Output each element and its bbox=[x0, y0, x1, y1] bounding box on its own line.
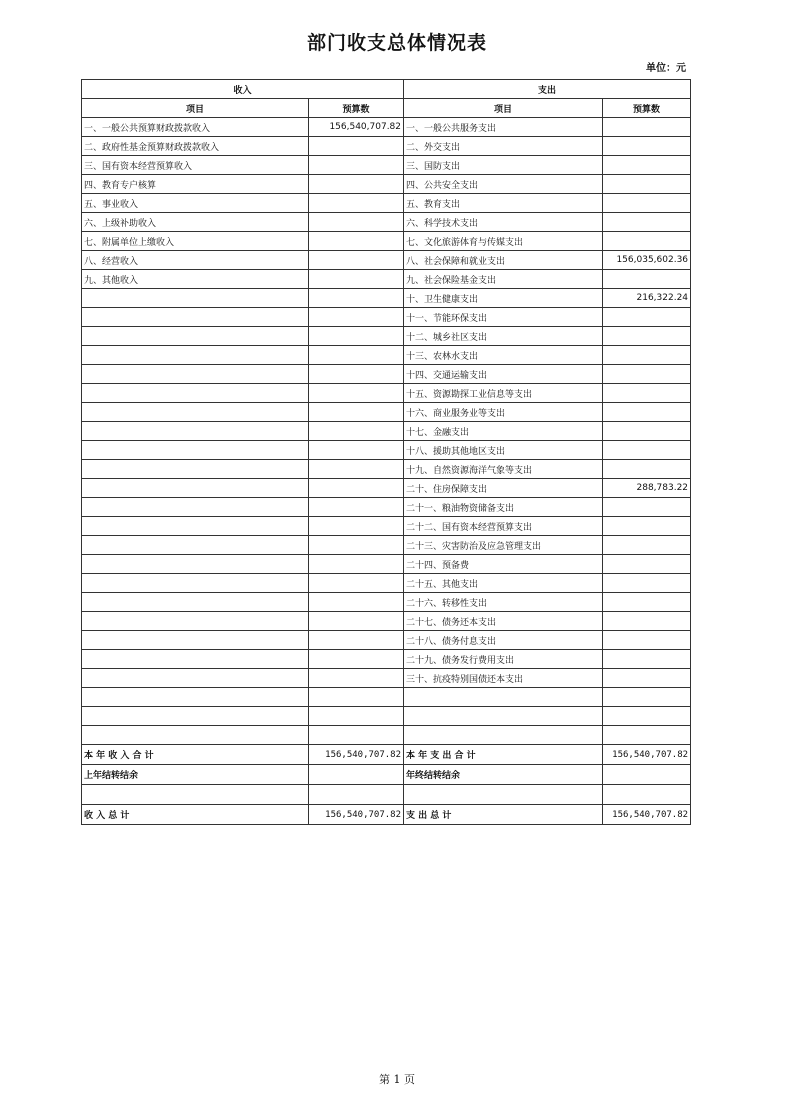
income-header: 收入 bbox=[82, 80, 404, 99]
table-row bbox=[82, 365, 691, 384]
expense-item-cell: 二十七、债务还本支出 bbox=[404, 612, 603, 631]
income-amount-cell bbox=[309, 479, 404, 498]
income-item-cell: 五、事业收入 bbox=[82, 194, 309, 213]
income-amount-cell bbox=[309, 137, 404, 156]
expense-header: 支出 bbox=[404, 80, 691, 99]
expense-item-cell: 二十九、债务发行费用支出 bbox=[404, 650, 603, 669]
expense-amount-cell bbox=[603, 213, 691, 232]
income-amount-cell bbox=[309, 574, 404, 593]
expense-amount-cell bbox=[603, 498, 691, 517]
income-item-cell bbox=[82, 650, 309, 669]
year-expense-total-amount: 156,540,707.82 bbox=[603, 745, 691, 765]
expense-amount-cell bbox=[603, 384, 691, 403]
expense-amount-cell: 156,035,602.36 bbox=[603, 251, 691, 270]
expense-amount-cell bbox=[603, 175, 691, 194]
income-amount-cell bbox=[309, 593, 404, 612]
expense-amount-cell bbox=[603, 232, 691, 251]
income-amount-cell bbox=[309, 346, 404, 365]
income-item-cell bbox=[82, 688, 309, 707]
income-amount-cell bbox=[309, 156, 404, 175]
income-amount-cell bbox=[309, 175, 404, 194]
year-total-row bbox=[82, 745, 691, 765]
income-item-cell bbox=[82, 403, 309, 422]
income-item-cell: 四、教育专户核算 bbox=[82, 175, 309, 194]
total-income-label: 收 入 总 计 bbox=[82, 805, 309, 825]
income-amount-cell: 156,540,707.82 bbox=[309, 118, 404, 137]
income-item-cell bbox=[82, 441, 309, 460]
expense-amount-cell bbox=[603, 612, 691, 631]
expense-amount-cell bbox=[603, 555, 691, 574]
income-amount-cell bbox=[309, 251, 404, 270]
income-item-cell: 一、一般公共预算财政拨款收入 bbox=[82, 118, 309, 137]
expense-item-cell: 九、社会保险基金支出 bbox=[404, 270, 603, 289]
expense-amount-cell bbox=[603, 593, 691, 612]
income-amount-cell bbox=[309, 270, 404, 289]
income-amount-cell bbox=[309, 232, 404, 251]
table-row bbox=[82, 175, 691, 194]
income-item-cell: 八、经营收入 bbox=[82, 251, 309, 270]
carry-over-row bbox=[82, 765, 691, 785]
expense-amount-cell bbox=[603, 346, 691, 365]
blank-row bbox=[82, 785, 691, 805]
expense-item-cell bbox=[404, 688, 603, 707]
income-item-header: 项目 bbox=[82, 99, 309, 118]
expense-item-cell: 八、社会保障和就业支出 bbox=[404, 251, 603, 270]
expense-amount-cell bbox=[603, 403, 691, 422]
income-amount-cell bbox=[309, 688, 404, 707]
table-row bbox=[82, 194, 691, 213]
expense-item-cell: 三、国防支出 bbox=[404, 156, 603, 175]
section-header-row bbox=[82, 80, 691, 99]
table-row bbox=[82, 593, 691, 612]
table-row bbox=[82, 251, 691, 270]
income-item-cell bbox=[82, 384, 309, 403]
table-row bbox=[82, 289, 691, 308]
expense-item-cell: 十八、援助其他地区支出 bbox=[404, 441, 603, 460]
expense-item-cell: 十五、资源勘探工业信息等支出 bbox=[404, 384, 603, 403]
table-row bbox=[82, 422, 691, 441]
expense-amount-cell bbox=[603, 574, 691, 593]
income-amount-cell bbox=[309, 384, 404, 403]
table-row bbox=[82, 707, 691, 726]
table-row bbox=[82, 650, 691, 669]
grand-total-row bbox=[82, 805, 691, 825]
income-item-cell bbox=[82, 669, 309, 688]
expense-item-cell: 二十八、债务付息支出 bbox=[404, 631, 603, 650]
table-row bbox=[82, 346, 691, 365]
table-row bbox=[82, 631, 691, 650]
carry-in-label: 上年结转结余 bbox=[82, 765, 309, 785]
expense-amount-cell: 288,783.22 bbox=[603, 479, 691, 498]
table-row bbox=[82, 156, 691, 175]
income-amount-cell bbox=[309, 289, 404, 308]
expense-item-cell: 十、卫生健康支出 bbox=[404, 289, 603, 308]
expense-item-cell: 十一、节能环保支出 bbox=[404, 308, 603, 327]
expense-item-cell: 十七、金融支出 bbox=[404, 422, 603, 441]
expense-item-cell: 四、公共安全支出 bbox=[404, 175, 603, 194]
expense-item-header: 项目 bbox=[404, 99, 603, 118]
income-amount-cell bbox=[309, 650, 404, 669]
expense-item-cell: 一、一般公共服务支出 bbox=[404, 118, 603, 137]
expense-amount-cell bbox=[603, 441, 691, 460]
expense-amount-cell bbox=[603, 118, 691, 137]
table-row bbox=[82, 118, 691, 137]
income-amount-cell bbox=[309, 422, 404, 441]
income-item-cell bbox=[82, 327, 309, 346]
expense-item-cell: 二十五、其他支出 bbox=[404, 574, 603, 593]
expense-item-cell: 二十二、国有资本经营预算支出 bbox=[404, 517, 603, 536]
table-row bbox=[82, 555, 691, 574]
expense-item-cell: 十三、农林水支出 bbox=[404, 346, 603, 365]
income-item-cell bbox=[82, 365, 309, 384]
income-item-cell bbox=[82, 346, 309, 365]
table-row bbox=[82, 688, 691, 707]
expense-amount-cell bbox=[603, 327, 691, 346]
unit-label: 单位：元 bbox=[646, 63, 686, 74]
income-item-cell: 六、上级补助收入 bbox=[82, 213, 309, 232]
table-row bbox=[82, 441, 691, 460]
income-amount-cell bbox=[309, 403, 404, 422]
page-title: 部门收支总体情况表 bbox=[306, 32, 487, 54]
income-amount-cell bbox=[309, 517, 404, 536]
income-item-cell bbox=[82, 612, 309, 631]
expense-amount-cell bbox=[603, 517, 691, 536]
table-row bbox=[82, 270, 691, 289]
income-amount-cell bbox=[309, 365, 404, 384]
carry-in-amount bbox=[309, 765, 404, 785]
income-item-cell bbox=[82, 574, 309, 593]
expense-item-cell: 五、教育支出 bbox=[404, 194, 603, 213]
table-row bbox=[82, 726, 691, 745]
expense-amount-cell bbox=[603, 137, 691, 156]
table-row bbox=[82, 517, 691, 536]
table-row bbox=[82, 669, 691, 688]
table-row bbox=[82, 232, 691, 251]
income-item-cell bbox=[82, 593, 309, 612]
table-row bbox=[82, 213, 691, 232]
income-item-cell: 九、其他收入 bbox=[82, 270, 309, 289]
income-item-cell bbox=[82, 422, 309, 441]
income-amount-cell bbox=[309, 498, 404, 517]
year-income-total-label: 本 年 收 入 合 计 bbox=[82, 745, 309, 765]
expense-item-cell: 十九、自然资源海洋气象等支出 bbox=[404, 460, 603, 479]
income-amount-cell bbox=[309, 726, 404, 745]
expense-amount-cell bbox=[603, 308, 691, 327]
expense-budget-header: 预算数 bbox=[603, 99, 691, 118]
expense-item-cell: 十四、交通运输支出 bbox=[404, 365, 603, 384]
income-item-cell bbox=[82, 631, 309, 650]
carry-out-label: 年终结转结余 bbox=[404, 765, 603, 785]
income-item-cell bbox=[82, 308, 309, 327]
income-item-cell: 三、国有资本经营预算收入 bbox=[82, 156, 309, 175]
expense-item-cell: 十二、城乡社区支出 bbox=[404, 327, 603, 346]
carry-out-amount bbox=[603, 765, 691, 785]
income-item-cell bbox=[82, 479, 309, 498]
year-expense-total-label: 本 年 支 出 合 计 bbox=[404, 745, 603, 765]
expense-item-cell: 二、外交支出 bbox=[404, 137, 603, 156]
table-row bbox=[82, 327, 691, 346]
expense-amount-cell bbox=[603, 650, 691, 669]
expense-amount-cell bbox=[603, 726, 691, 745]
income-item-cell bbox=[82, 536, 309, 555]
income-amount-cell bbox=[309, 707, 404, 726]
expense-amount-cell bbox=[603, 270, 691, 289]
income-amount-cell bbox=[309, 327, 404, 346]
income-budget-header: 预算数 bbox=[309, 99, 404, 118]
expense-item-cell: 七、文化旅游体育与传媒支出 bbox=[404, 232, 603, 251]
table-row bbox=[82, 479, 691, 498]
expense-amount-cell bbox=[603, 156, 691, 175]
income-amount-cell bbox=[309, 555, 404, 574]
expense-item-cell: 二十六、转移性支出 bbox=[404, 593, 603, 612]
expense-amount-cell bbox=[603, 365, 691, 384]
expense-amount-cell bbox=[603, 194, 691, 213]
income-amount-cell bbox=[309, 631, 404, 650]
expense-item-cell: 六、科学技术支出 bbox=[404, 213, 603, 232]
income-item-cell bbox=[82, 726, 309, 745]
budget-table bbox=[81, 79, 691, 825]
income-item-cell bbox=[82, 289, 309, 308]
income-item-cell: 二、政府性基金预算财政拨款收入 bbox=[82, 137, 309, 156]
income-item-cell: 七、附属单位上缴收入 bbox=[82, 232, 309, 251]
table-row bbox=[82, 403, 691, 422]
year-income-total-amount: 156,540,707.82 bbox=[309, 745, 404, 765]
expense-amount-cell bbox=[603, 688, 691, 707]
table-row bbox=[82, 137, 691, 156]
income-amount-cell bbox=[309, 308, 404, 327]
expense-amount-cell bbox=[603, 422, 691, 441]
table-row bbox=[82, 498, 691, 517]
expense-item-cell: 二十、住房保障支出 bbox=[404, 479, 603, 498]
expense-amount-cell bbox=[603, 707, 691, 726]
income-item-cell bbox=[82, 460, 309, 479]
table-row bbox=[82, 574, 691, 593]
income-amount-cell bbox=[309, 460, 404, 479]
expense-item-cell bbox=[404, 707, 603, 726]
expense-amount-cell bbox=[603, 460, 691, 479]
expense-item-cell: 十六、商业服务业等支出 bbox=[404, 403, 603, 422]
income-amount-cell bbox=[309, 669, 404, 688]
total-expense-label: 支 出 总 计 bbox=[404, 805, 603, 825]
income-amount-cell bbox=[309, 536, 404, 555]
total-expense-amount: 156,540,707.82 bbox=[603, 805, 691, 825]
income-item-cell bbox=[82, 498, 309, 517]
table-row bbox=[82, 460, 691, 479]
income-item-cell bbox=[82, 517, 309, 536]
expense-item-cell: 三十、抗疫特别国债还本支出 bbox=[404, 669, 603, 688]
income-amount-cell bbox=[309, 194, 404, 213]
column-header-row bbox=[82, 99, 691, 118]
income-amount-cell bbox=[309, 213, 404, 232]
expense-amount-cell bbox=[603, 669, 691, 688]
income-amount-cell bbox=[309, 612, 404, 631]
expense-amount-cell bbox=[603, 631, 691, 650]
total-income-amount: 156,540,707.82 bbox=[309, 805, 404, 825]
table-row bbox=[82, 308, 691, 327]
table-row bbox=[82, 536, 691, 555]
expense-item-cell: 二十三、灾害防治及应急管理支出 bbox=[404, 536, 603, 555]
table-row bbox=[82, 384, 691, 403]
expense-amount-cell: 216,322.24 bbox=[603, 289, 691, 308]
expense-item-cell: 二十一、粮油物资储备支出 bbox=[404, 498, 603, 517]
income-amount-cell bbox=[309, 441, 404, 460]
income-item-cell bbox=[82, 707, 309, 726]
page-number: 第 1 页 bbox=[379, 1073, 415, 1086]
table-row bbox=[82, 612, 691, 631]
expense-amount-cell bbox=[603, 536, 691, 555]
expense-item-cell: 二十四、预备费 bbox=[404, 555, 603, 574]
income-item-cell bbox=[82, 555, 309, 574]
expense-item-cell bbox=[404, 726, 603, 745]
